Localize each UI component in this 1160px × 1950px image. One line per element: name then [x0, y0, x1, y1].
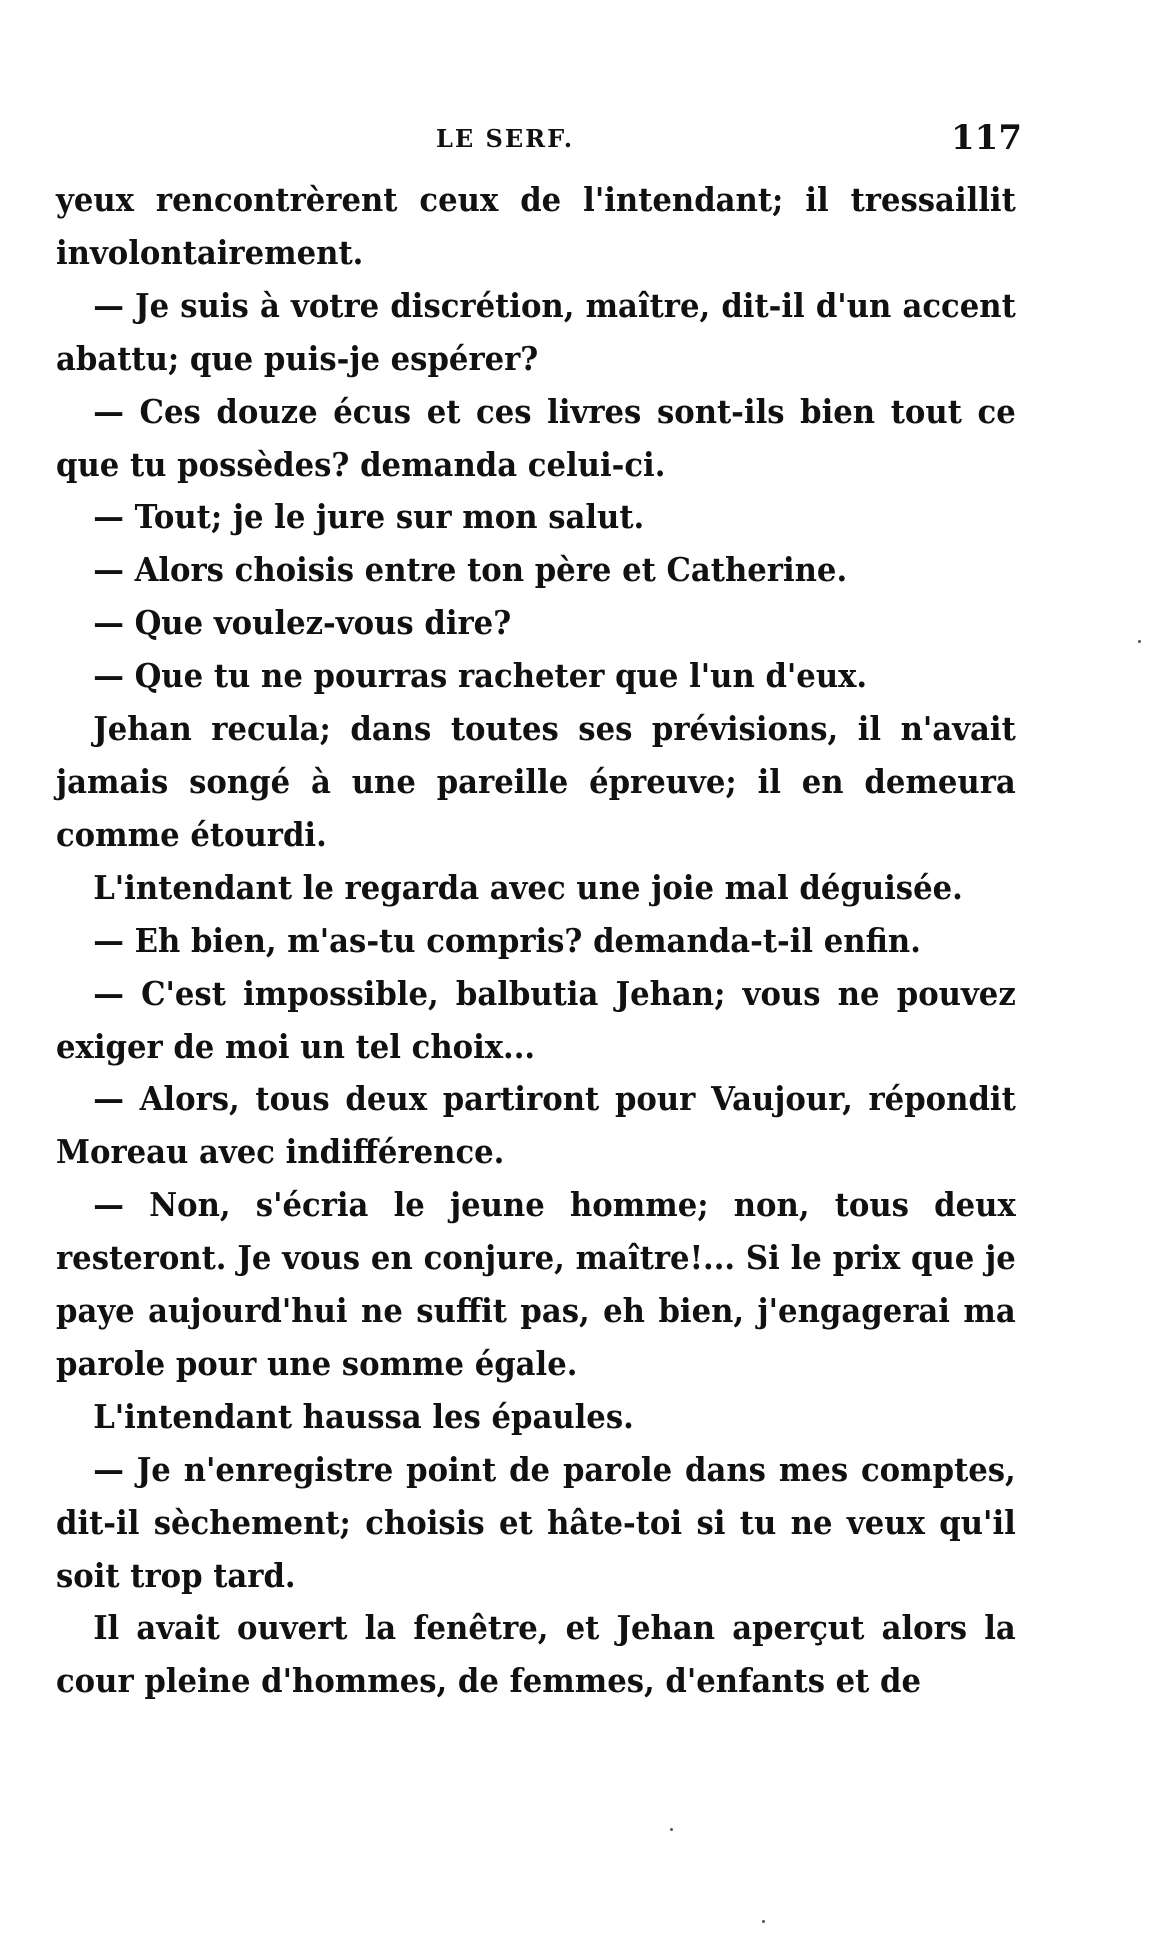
paragraph: — Alors choisis entre ton père et Catherine.: [93, 550, 848, 590]
paragraph: Jehan recula; dans toutes ses prévisions, il n'avait jamais songé à une pareille épreuve; il en demeura comme étourdi.: [56, 709, 1016, 854]
paragraph: — Alors, tous deux partiront pour Vaujour, répondit Moreau avec indifférence.: [56, 1079, 1016, 1172]
paragraph: — Je suis à votre discrétion, maître, dit-il d'un accent abattu; que puis-je espérer?: [56, 285, 1016, 378]
paragraph: — Ces douze écus et ces livres sont-ils bien tout ce que tu possèdes? demanda celui-ci.: [56, 391, 1016, 484]
paragraph: — C'est impossible, balbutia Jehan; vous ne pouvez exiger de moi un tel choix...: [56, 973, 1016, 1066]
paragraph: — Que tu ne pourras racheter que l'un d'eux.: [93, 656, 868, 696]
page-number: 117: [951, 118, 1022, 158]
paragraph: — Eh bien, m'as-tu compris? demanda-t-il enfin.: [93, 920, 921, 960]
running-head: [56, 118, 1022, 160]
paragraph: — Que voulez-vous dire?: [93, 603, 512, 643]
paragraph: — Non, s'écria le jeune homme; non, tous deux resteront. Je vous en conjure, maître!... Si le prix que je paye aujourd'hui ne suffit pas, eh bien, j'engagerai ma parole pour une somme égale.: [56, 1185, 1016, 1383]
paragraph: Il avait ouvert la fenêtre, et Jehan aperçut alors la cour pleine d'hommes, de femmes, d'enfants et de: [56, 1608, 1016, 1701]
paragraph: — Je n'enregistre point de parole dans mes comptes, dit-il sèchement; choisis et hâte-toi si tu ne veux qu'il soit trop tard.: [56, 1449, 1016, 1595]
paragraph: L'intendant le regarda avec une joie mal déguisée.: [93, 867, 963, 907]
paragraph: — Tout; je le jure sur mon salut.: [93, 497, 645, 537]
running-title: LE SERF.: [436, 124, 575, 153]
paper-speck: [1138, 640, 1141, 643]
book-page: [56, 0, 1022, 1950]
paper-speck: [670, 1828, 673, 1831]
paragraph: L'intendant haussa les épaules.: [93, 1396, 634, 1436]
paper-speck: [762, 1920, 765, 1923]
paragraph: yeux rencontrèrent ceux de l'intendant; il tressaillit involontairement.: [56, 180, 1016, 272]
body-text: [56, 174, 1016, 1708]
